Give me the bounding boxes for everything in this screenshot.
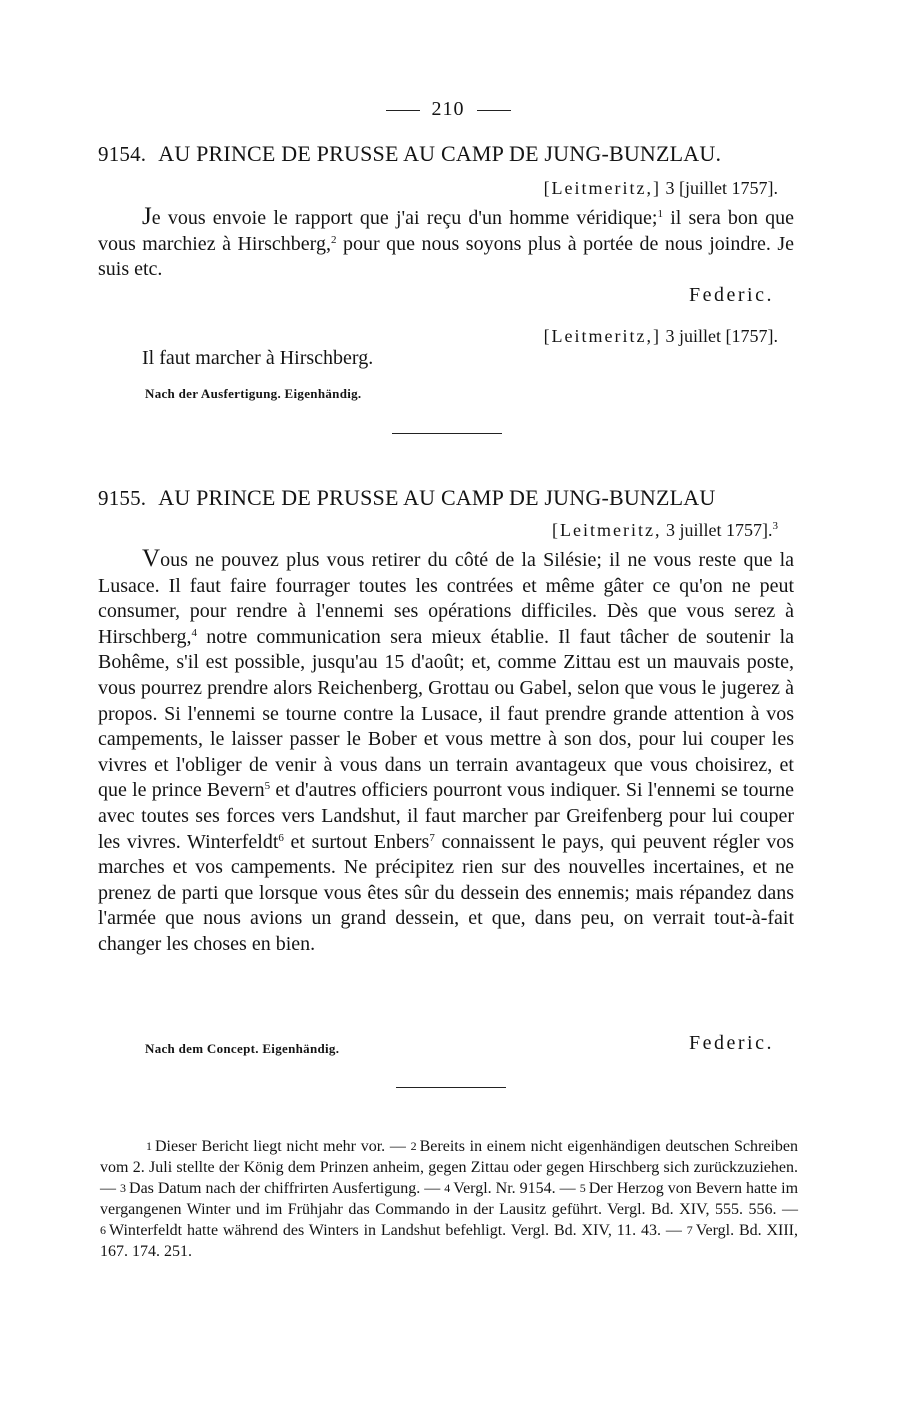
footnote-ref: 2 — [330, 233, 337, 246]
footnotes — [100, 1136, 798, 1262]
dateline-date: 3 [juillet 1757]. — [665, 178, 778, 198]
footnote-number: 2 — [410, 1139, 417, 1153]
footnote-text: Winterfeldt hatte während des Winters in Landshut befehligt. Vergl. Bd. XIV, 11. 43. — — [109, 1222, 682, 1239]
footnote-number: 5 — [579, 1181, 586, 1195]
footnote-ref: 1 — [657, 208, 663, 220]
body-text: pour que nous soyons plus à portée de nous joindre. Je suis etc. — [98, 232, 795, 281]
footnote-text: Vergl. Bd. XIII, 167. 174. 251. — [100, 1222, 799, 1260]
section-separator — [392, 433, 502, 434]
dateline-place: [Leitmeritz, — [552, 520, 662, 540]
footnote-number: 7 — [686, 1223, 693, 1237]
letter-9154-postscript-dateline — [544, 326, 778, 347]
footnote-number: 6 — [100, 1223, 106, 1237]
footnote-text: Bereits in einem nicht eigenhändigen deutschen Schreiben vom 2. Juli stellte der König dem Prinzen anheim, gegen Zittau oder gegen Hirschberg sich zurückzuziehen. — — [100, 1138, 798, 1197]
footnote-text: Vergl. Nr. 9154. — — [453, 1180, 576, 1197]
document-page — [98, 0, 798, 1404]
letter-number: 9155. — [98, 486, 147, 510]
letter-9155-body — [98, 546, 794, 958]
body-text: ous ne pouvez plus vous retirer du côté de la Silésie; il ne vous reste que la Lusace. Il faut faire fourrager toutes les contrées et même gâter ce qu'on ne peut consumer, pour rendre à l'ennemi ses opérations difficiles. Dès que vous serez à Hirschberg, — [98, 549, 794, 648]
footnote-number: 4 — [444, 1181, 451, 1195]
dateline-date: 3 juillet [1757]. — [665, 326, 778, 346]
footnote-ref: 6 — [278, 831, 284, 844]
body-text: et surtout Enbers — [290, 830, 430, 853]
footnote-number: 1 — [146, 1139, 152, 1153]
page-number-dash-left — [386, 110, 420, 111]
letter-9154-postscript: Il faut marcher à Hirschberg. — [142, 347, 374, 369]
footnote-number: 3 — [120, 1181, 127, 1195]
letter-title: AU PRINCE DE PRUSSE AU CAMP DE JUNG-BUNZLAU — [158, 485, 716, 510]
page-number-dash-right — [477, 110, 511, 111]
body-text: e vous envoie le rapport que j'ai reçu d'un homme véridique; — [151, 207, 658, 229]
letter-9155-source-note: Nach dem Concept. Eigenhändig. — [145, 1041, 340, 1056]
footnote-ref: 3 — [772, 520, 778, 532]
footnote-ref: 5 — [264, 780, 271, 793]
letter-9155-dateline — [552, 520, 778, 541]
initial-letter: J — [142, 203, 152, 230]
footnote-ref: 4 — [191, 626, 197, 639]
footnote-ref: 7 — [429, 831, 435, 844]
letter-title: AU PRINCE DE PRUSSE AU CAMP DE JUNG-BUNZLAU. — [158, 141, 722, 166]
body-text: il sera bon que vous marchiez à Hirschberg, — [98, 207, 794, 255]
body-text: notre communication sera mieux établie. Il faut tâcher de soutenir la Bohême, s'il est possible, jusqu'au 15 d'août; et, comme Zittau est un mauvais poste, vous pourrez prendre alors Reichenberg, Grottau ou Gabel, selon que vous le jugerez à propos. Si l'ennemi se tourne contre la Lusace, il faut prendre grande attention à vos campements, le laisser passer le Bober et vous mettre à son dos, pour lui couper les vivres et l'obliger de venir à vous dans un terrain avantageux que vous choisirez, et que le prince Bevern — [98, 625, 795, 802]
dateline-date: 3 juillet 1757]. — [666, 520, 773, 540]
footnote-text: Das Datum nach der chiffrirten Ausfertigung. — — [129, 1180, 441, 1197]
body-text: connaissent le pays, qui peuvent régler vos marches et vos campements. Ne précipitez rien sur des nouvelles incertaines, et ne prenez de parti que lorsque vous êtes sûr du dessein des ennemis; mais répandez dans l'armée que nous avions un grand dessein, et que, dans peu, on verrait tout-à-fait changer les choses en bien. — [98, 830, 795, 955]
page-number-text: 210 — [431, 98, 465, 120]
footnote-text: Der Herzog von Bevern hatte im vergangenen Winter und im Frühjahr das Commando in der Lausitz geführt. Vergl. Bd. XIV, 555. 556. — — [100, 1180, 799, 1218]
letter-9154-dateline — [544, 178, 778, 199]
initial-letter: V — [142, 545, 161, 572]
letter-number: 9154. — [98, 142, 147, 166]
dateline-place: [Leitmeritz,] — [543, 178, 662, 198]
page-number — [98, 98, 798, 121]
letter-9154-signature: Federic. — [689, 284, 774, 306]
letter-9155-heading — [98, 485, 715, 511]
letter-9154-body — [98, 204, 794, 283]
footnote-text: Dieser Bericht liegt nicht mehr vor. — — [155, 1138, 406, 1155]
letter-9154-source-note: Nach der Ausfertigung. Eigenhändig. — [145, 386, 362, 401]
footnote-separator — [396, 1087, 506, 1088]
letter-9155-signature: Federic. — [689, 1032, 774, 1054]
letter-9154-heading — [98, 141, 721, 167]
body-text: et d'autres officiers pourront vous indiquer. Si l'ennemi se tourne avec toutes ses forces vers Landshut, il faut marcher par Greifenberg pour lui couper les vivres. Winterfeldt — [98, 779, 795, 853]
dateline-place: [Leitmeritz,] — [543, 326, 662, 346]
